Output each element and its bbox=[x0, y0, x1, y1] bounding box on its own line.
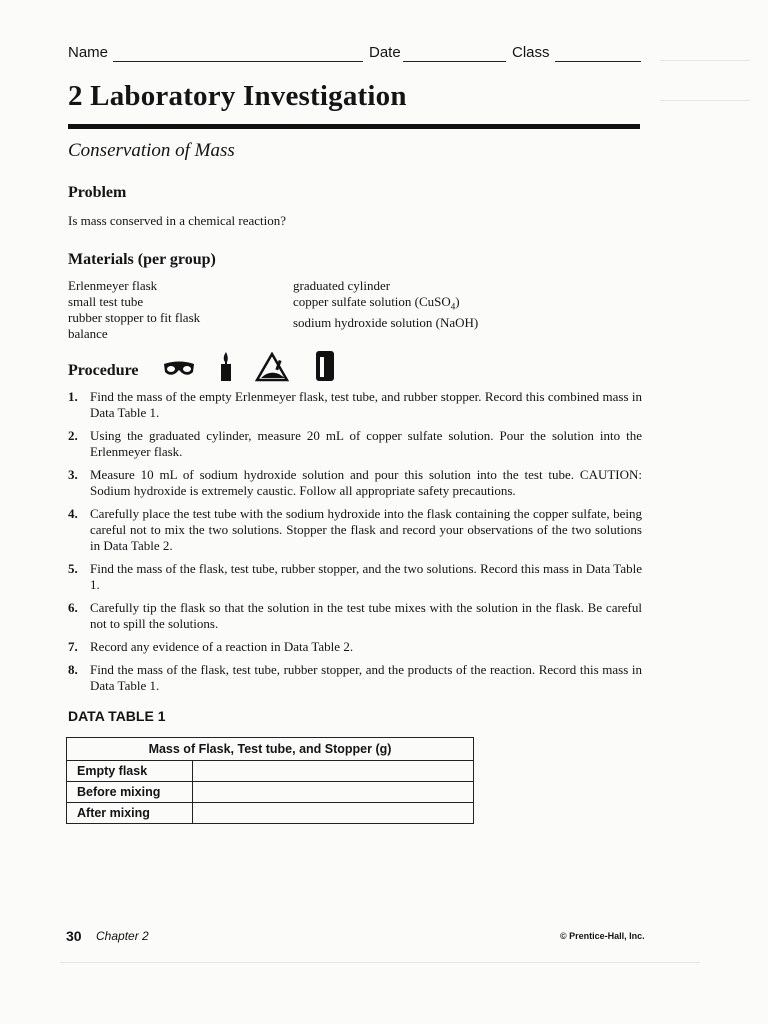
table-header-row bbox=[67, 738, 474, 761]
step-number: 1. bbox=[68, 389, 78, 404]
material-item: graduated cylinder bbox=[293, 278, 391, 293]
class-blank bbox=[555, 61, 641, 62]
procedure-step bbox=[68, 662, 642, 694]
date-blank bbox=[403, 61, 506, 62]
table-header: Mass of Flask, Test tube, and Stopper (g) bbox=[67, 738, 474, 761]
step-number: 4. bbox=[68, 506, 78, 521]
step-number: 8. bbox=[68, 662, 78, 677]
problem-heading: Problem bbox=[68, 184, 127, 201]
copyright-notice: © Prentice-Hall, Inc. bbox=[560, 931, 645, 941]
problem-text: Is mass conserved in a chemical reaction? bbox=[68, 213, 287, 228]
page-subtitle: Conservation of Mass bbox=[68, 140, 235, 161]
row-label: Before mixing bbox=[67, 782, 193, 803]
bleed-through-line bbox=[660, 100, 750, 101]
step-text: Find the mass of the flask, test tube, rubber stopper, and the two solutions. Record this mass in Data Table 1. bbox=[90, 561, 642, 592]
step-number: 3. bbox=[68, 467, 78, 482]
table-row bbox=[67, 803, 474, 824]
procedure-step bbox=[68, 600, 642, 632]
procedure-step bbox=[68, 467, 642, 499]
procedure-list bbox=[68, 389, 642, 701]
material-item: rubber stopper to fit flask bbox=[68, 310, 201, 325]
subscript-text: 4 bbox=[450, 301, 456, 312]
flame-icon bbox=[216, 350, 236, 382]
step-text: Carefully place the test tube with the sodium hydroxide into the flask containing the copper sulfate, being careful not to mix the two solutions. Stopper the flask and record your observations of the two solutions in Data Table 2. bbox=[90, 506, 642, 553]
safety-goggles-icon bbox=[162, 358, 196, 380]
table-row bbox=[67, 782, 474, 803]
name-label: Name bbox=[68, 44, 109, 61]
step-text: Find the mass of the empty Erlenmeyer flask, test tube, and rubber stopper. Record this combined mass in Data Table 1. bbox=[90, 389, 642, 420]
value-cell[interactable] bbox=[193, 803, 474, 824]
caution-icon bbox=[255, 352, 289, 382]
step-number: 7. bbox=[68, 639, 78, 654]
bleed-through-line bbox=[660, 60, 750, 61]
row-label: Empty flask bbox=[67, 761, 193, 782]
chapter-label: Chapter 2 bbox=[96, 929, 149, 943]
procedure-step bbox=[68, 639, 642, 655]
step-text: Find the mass of the flask, test tube, rubber stopper, and the products of the reaction. Record this mass in Data Table 1. bbox=[90, 662, 642, 693]
step-text: Measure 10 mL of sodium hydroxide solution and pour this solution into the test tube. CAUTION: Sodium hydroxide is extremely caustic. Follow all appropriate safety precautions. bbox=[90, 467, 642, 498]
page-title: 2 Laboratory Investigation bbox=[68, 80, 407, 112]
procedure-step bbox=[68, 428, 642, 460]
step-text: Record any evidence of a reaction in Data Table 2. bbox=[90, 639, 354, 654]
data-table-label: DATA TABLE 1 bbox=[68, 708, 166, 724]
material-item: Erlenmeyer flask bbox=[68, 278, 158, 293]
procedure-step bbox=[68, 389, 642, 421]
material-item bbox=[293, 294, 478, 315]
step-number: 5. bbox=[68, 561, 78, 576]
title-rule bbox=[68, 124, 640, 129]
class-label: Class bbox=[512, 44, 550, 61]
data-table bbox=[66, 737, 474, 824]
material-item: balance bbox=[68, 326, 108, 341]
materials-heading: Materials (per group) bbox=[68, 251, 216, 268]
material-item: sodium hydroxide solution (NaOH) bbox=[293, 314, 479, 330]
name-blank bbox=[113, 61, 363, 62]
page-number: 30 bbox=[66, 928, 82, 944]
step-number: 6. bbox=[68, 600, 78, 615]
step-text: Using the graduated cylinder, measure 20 mL of copper sulfate solution. Pour the solution into the Erlenmeyer flask. bbox=[90, 428, 642, 459]
procedure-step bbox=[68, 506, 642, 554]
value-cell[interactable] bbox=[193, 782, 474, 803]
value-cell[interactable] bbox=[193, 761, 474, 782]
material-item-text: copper sulfate solution (CuSO bbox=[293, 294, 451, 309]
lab-coat-icon bbox=[314, 349, 336, 383]
table-row bbox=[67, 761, 474, 782]
step-number: 2. bbox=[68, 428, 78, 443]
bleed-through-line bbox=[60, 962, 700, 963]
step-text: Carefully tip the flask so that the solution in the test tube mixes with the solution in the flask. Be careful not to spill the solutions. bbox=[90, 600, 642, 631]
materials-right-list bbox=[293, 278, 478, 331]
material-item-close: ) bbox=[455, 294, 460, 309]
material-item: small test tube bbox=[68, 294, 144, 309]
materials-left-list bbox=[68, 278, 200, 342]
date-label: Date bbox=[369, 44, 401, 61]
procedure-heading: Procedure bbox=[68, 362, 139, 379]
procedure-step bbox=[68, 561, 642, 593]
row-label: After mixing bbox=[67, 803, 193, 824]
